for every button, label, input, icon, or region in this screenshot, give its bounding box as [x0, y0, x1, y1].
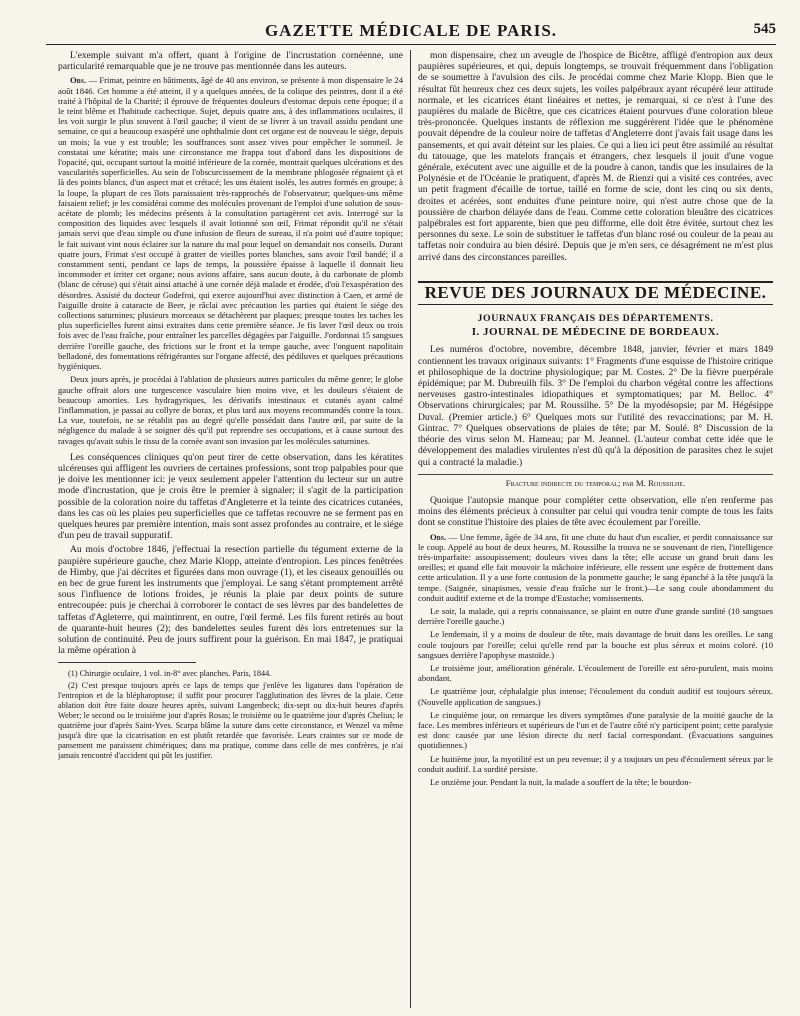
- day5-paragraph: Le cinquième jour, on remarque les divers symptômes d'une paralysie de la moitié gauche de la face. Les membres inférieurs et supérieurs de l'un et de l'autre côté n'y participent point; cette paralysie est donc causée par une lésion directe du nerf facial correspondant. (Évacuations sanguines quotidiennes.): [418, 709, 773, 751]
- autopsy-paragraph: Quoique l'autopsie manque pour compléter cette observation, elle n'en renferme pas moins des éléments précieux à consulter par celui qui voudra tenir compte de tous les faits dont se constitue l'histoire des plaies de tête avec écoulement par l'oreille.: [418, 494, 773, 529]
- case-observation: [418, 532, 773, 603]
- article-title: Fracture indirecte du temporal; par M. Roussilhe.: [418, 474, 773, 489]
- obs-label: Obs.: [430, 531, 447, 542]
- clinical-paragraph: Les conséquences cliniques qu'on peut tirer de cette observation, dans les kératites ulcéreuses qui affligent les ouvriers de certaines professions, sont trop palpables pour que je doive les mentionner ici: je veux seulement appeler l'attention du lecteur sur un autre mode d'incrustation, que je crois être le premier à signaler; il s'agit de la participation possible de la coloration noire du taffetas d'Angleterre et la teinte des cicatrices cutanées, dans les cas où les plaies peu superficielles que ce taffetas recouvre ne se ferment pas en quelques heures par première intention, mais sont assez profondes au contraire, et le siége d'un peu de travail suppuratif.: [58, 451, 403, 542]
- observation-paragraph: [58, 75, 403, 371]
- journal-title: GAZETTE MÉDICALE DE PARIS.: [264, 21, 558, 40]
- followup-paragraph: Deux jours après, je procédai à l'ablation de plusieurs autres particules du même genre; le globe gauche offrait alors une turgescence vasculaire bien moins vive, et les douleurs s'étaient de beaucoup amorties. Les hydragyriques, les dérivatifs intestinaux et cutanés ayant calmé l'inflammation, je passai au collyre de borax, et plus tard aux moyens recommandés contre la toux. La vue, toutefois, ne se rétablit pas au degré qu'elle possédait dans l'autre œil, par suite de la négligence du malade à se soigner dès qu'il put reprendre ses occupations, et à cause surtout des ravages qu'avait subis le tissu de la cornée avant son invasion par les molécules saturnines.: [58, 374, 403, 446]
- page-header: [46, 18, 776, 45]
- obs-text: — Frimat, peintre en bâtiments, âgé de 40 ans environ, se présente à mon dispensaire le 24 août 1846. Cet homme a été atteint, il y a quelques années, de la colique des peintres, dont il a été traité à l'hôpital de la Charité; il éprouve de fréquentes douleurs d'estomac depuis cette époque; il a le teint blême et l'habitude cachectique. Sujet, depuis quatre ans, à des inflammations oculaires, il les voit surgir le plus souvent à l'œil gauche; il vient de se livrer à un travail assidu pendant une semaine, ce qui a beaucoup exaspéré une ophthalmie dont cet organe est de nouveau le siége, depuis un mois; la vue y est trouble; les souffrances sont assez vives pour empêcher le sommeil. Je constatai une kératite; mais une circonstance me frappa tout d'abord dans les dispositions de l'opacité, qui, occupant surtout la moitié inférieure de la cornée, montrait quelques ulcérations et des vascularités superficielles. Au sein de l'obscurcissement de la membrane phlogosée régnaient çà et là des points blancs, d'un aspect mat et crétacé; les uns étaient isolés, les autres formés en groupe; à la loupe, la plupart de ces îlots paraissaient très-rapprochés de l'observateur; quelques-uns même faisaient relief; je les considérai comme des molécules provenant de l'emploi d'une solution de sous-acétate de plomb; les médecins présents à la consultation partagèrent cet avis. Interrogé sur la composition des liquides avec lesquels il avait lotionné son œil, Frimat répondit qu'il ne s'était jamais servi que d'eau simple ou d'une infusion de fleurs de sureau, il n'a point usé d'autre topique; le fait suivant vint nous éclairer sur la nature du mal pour lequel on demandait nos conseils. Durant quatre jours, Frimat s'est occupé à gratter de vieilles portes blanches, sans avoir l'œil bandé; il a constamment senti, pendant ce laps de temps, la poussière épaisse à laquelle il donnait lieu incommoder et irriter cet organe; nous avions affaire, sans aucun doute, à du carbonate de plomb (blanc de céruse) qui s'était ainsi attaché à une cornée déjà malade et érodée, d'où l'exaspération des désordres. Assisté du docteur Godefroi, qui exerce aujourd'hui avec distinction à Caen, et armé de l'aiguille droite à cataracte de Beer, je râclai avec précaution les parties qui étaient le siége des collections saturnines; plusieurs morceaux se détachèrent par plaques; presque toutes les taches les plus superficielles furent ainsi extraites dans cette première séance. Je fis laver l'œil deux ou trois fois avec de l'eau fraîche, pour entraîner les parcelles dégagées par l'aiguille. J'ordonnai 15 sangsues derrière l'oreille gauche, des frictions sur le front et la tempe gauche, avec l'onguent napolitain belladoné, des fomentations réfrigérantes sur l'organe affecté, des pédiluves et quelques précautions hygiéniques.: [58, 75, 403, 372]
- obs-label: Obs.: [70, 75, 87, 86]
- column-divider: [410, 50, 411, 1008]
- day3-paragraph: Le troisième jour, amélioration générale. L'écoulement de l'oreille est séro-purulent, mais moins abondant.: [418, 662, 773, 684]
- continuation-paragraph: mon dispensaire, chez un aveugle de l'hospice de Bicêtre, affligé d'entropion aux deux paupières supérieures, et qui, depuis longtemps, se trouvait fréquemment dans l'obligation de se soumettre à l'avulsion des cils. Je procédai comme chez Marie Klopp. Bien que le résultat fût heureux chez ces deux sujets, les voiles palpébraux ayant récupéré leur attitude normale, et les cicatrices étant linéaires et nettes, je remarquai, si ce n'est à l'une des paupières du malade de Bicêtre, que ces cicatrices étaient pourvues d'une coloration bleue très-prononcée. Quelques instants de réflexion me suggérèrent l'idée que le phénomène pouvait dépendre de la couleur noire de taffetas d'Angleterre dont j'avais fait usage dans les pansements, et qui avait déteint sur les plaies. Ce qui a lieu ici peut être assimilé au résultat du tatouage, que les matelots français et étrangers, chez lesquels il jouit d'une vogue générale, exécutent avec une aiguille et de la poudre à canon, tandis que les insulaires de la Polynésie et de l'Océanie le pratiquent, d'après M. de Rienzi qui a visité ces contrées, avec un petit fragment d'écaille de tortue, taillé en forme de scie, dont les cinq ou six dents, droites et acérées, sont enduites d'une peinture noire, qui n'est autre chose que de la poussière de charbon délayée dans de l'eau. Comme cette coloration bleuâtre des cicatrices palpébrales est fort apparente, bien que peu difforme, elle doit être évitée, surtout chez les personnes du sexe. Le soin de substituer le taffetas d'un blanc rosé ou couleur de la peau au taffetas noir conduira au bien désiré. Depuis que je m'en sers, ce désagrément ne m'est plus arrivé dans des circonstances pareilles.: [418, 50, 773, 263]
- intro-paragraph: L'exemple suivant m'a offert, quant à l'origine de l'incrustation cornéenne, une particularité remarquable que je ne trouve pas mentionnée dans les auteurs.: [58, 50, 403, 73]
- right-column: [418, 50, 773, 1008]
- day8-paragraph: Le huitième jour, la myotilité est un peu revenue; il y a toujours un peu d'écoulement séreux par le conduit auditif. La surdité persiste.: [418, 753, 773, 774]
- day11-paragraph: Le onzième jour. Pendant la nuit, la malade a souffert de la tête; le bourdon-: [430, 776, 692, 787]
- resection-paragraph: Au mois d'octobre 1846, j'effectuai la resection partielle du tégument externe de la paupière supérieure gauche, chez Marie Klopp, atteinte d'entropion. Les pinces fenêtrées de Himby, que j'ai décrites et figurées dans mon ouvrage (1), et les ciseaux genouillés ou en bec de grue furent les instruments que j'employai. Le sang s'étant promptement arrêté sous l'influence de lotions froides, je réunis la plaie par deux points de suture entrecoupée: puis je cherchai à corroborer le contact de ses lèvres par des bandelettes de taffetas d'Agleterre, qui maintinrent, en outre, l'œil fermé. Les fils furent retirés au bout de quarante-huit heures (2); des bandelettes seules furent dès lors entretenues sur la solution de continuité. Peu de jours suffirent pour la guérison. En mai 1847, je pratiquai la même opération à: [58, 544, 403, 657]
- footnote-2: (2) C'est presque toujours après ce laps de temps que j'enlève les ligatures dans l'opération de l'entropion et de la blépharoptose; il suffit pour procurer l'agglutination des lèvres de la plaie. Cette ablation doit être faite douze heures après, suivant Langenbeck; dix-sept ou dix-huit heures d'après Weber; le second ou le troisième jour d'après Rosas; le troisième ou le quatrième jour d'après Chelius; le quatrième jour d'après Saint-Yves. Scarpa blâme la suture dans cette circonstance, et Wenzel va même jusqu'à dire que la cicatrisation en est plutôt retardée que favorisée. Leurs craintes sur ce mode de pansement me paraissent chimériques; dans ma pratique, comme dans celle de mes confrères, je n'ai jamais rencontré d'accident qui pût les justifier.: [58, 681, 403, 761]
- day2-paragraph: Le lendemain, il y a moins de douleur de tête, mais davantage de bruit dans les oreilles. Le sang coule toujours par l'oreille; celui qu'elle rend par la bouche est plus séreux et moins coloré. (10 sangsues derrière l'apophyse mastoïde.): [418, 629, 773, 660]
- section-title: REVUE DES JOURNAUX DE MÉDECINE.: [424, 282, 767, 302]
- evening-paragraph: Le soir, la malade, qui a repris connaissance, se plaint en outre d'une grande surdité (10 sangsues derrière l'oreille gauche.): [418, 605, 773, 627]
- page-number: 545: [753, 21, 776, 37]
- left-column: [58, 50, 403, 1008]
- footnote-separator: [58, 662, 196, 663]
- day4-paragraph: Le quatrième jour, céphalalgie plus intense; l'écoulement du conduit auditif est toujours séreux. (Nouvelle application de sangsues.): [418, 686, 773, 707]
- obs-text: — Une femme, âgée de 34 ans, fit une chute du haut d'un escalier, et perdit connaissance sur le coup. Appelé au bout de deux heures, M. Roussilhe la trouva ne se souvenant de rien, l'intelligence très-imparfaite: assoupissement; douleurs vives dans la tête; elle accuse un grand bruit dans les oreilles; et quand elle fait mouvoir la mâchoire inférieure, elle ressent une espèce de frottement dans cette articulation. Il y a une forte contusion de la pommette gauche; le sang épanché à la tête jusqu'à la tempe. (Saignée, sinapismes, vessie d'eau fraîche sur le front.)—Le sang coule abondamment du conduit auditif externe et de la trompe d'Eustache; vomissements.: [418, 531, 773, 603]
- section-subhead: JOURNAUX FRANÇAIS DES DÉPARTEMENTS.: [477, 313, 714, 325]
- contents-paragraph: Les numéros d'octobre, novembre, décembre 1848, janvier, février et mars 1849 contiennent les travaux originaux suivants: 1° Fragments d'une esquisse de l'histoire critique et philosophique de la doctrine physiologique; par M. Costes. 2° De la fièvre puerpérale épidémique; par M. Dubreuilh fils. 3° De l'emploi du charbon végétal contre les affections nerveuses gastro-intestinales idiopathiques et symptomatiques; par M. Belloc. 4° Observations chirurgicales; par M. Roussilhe. 5° De la myodésopsie; par M. Hégésippe Duval. (Premier article.) 6° Quelques mots sur l'utilité des revaccinations; par M. H. Gintrac. 7° Quelques observations de plaies de tête; par M. Soulé. 8° Discussion de la théorie des virus selon M. Hameau; par M. Jeannel. (L'auteur combat cette idée que le développement des maladies virulentes n'est dû qu'à la déposition de parasites chez le sujet qui a contracté la maladie.): [418, 344, 773, 468]
- journal-subhead: I. JOURNAL DE MÉDECINE DE BORDEAUX.: [471, 326, 720, 339]
- review-section-header: [418, 281, 773, 305]
- footnote-1: (1) Chirurgie oculaire, 1 vol. in-8° avec planches. Paris, 1844.: [68, 669, 272, 679]
